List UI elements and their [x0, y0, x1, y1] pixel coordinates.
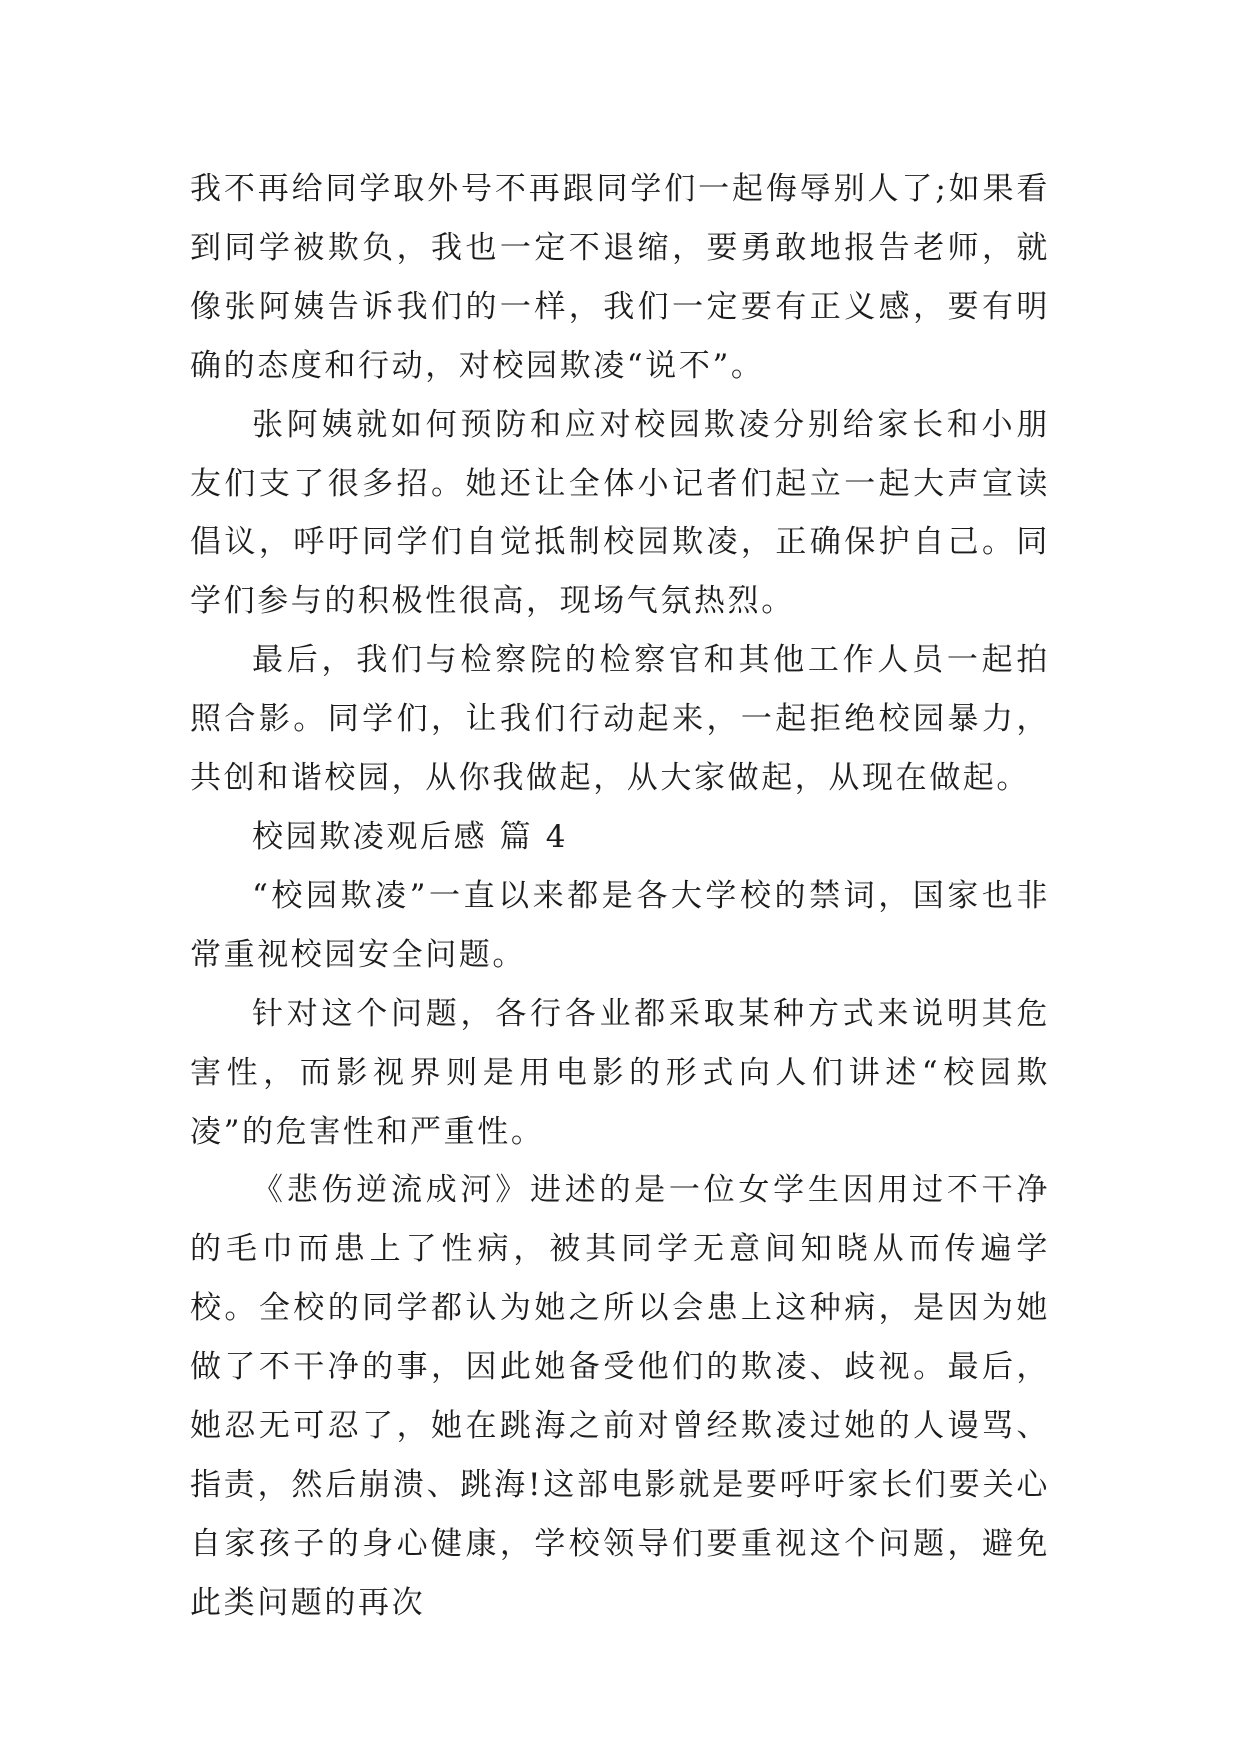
- paragraph-industry: 针对这个问题，各行各业都采取某种方式来说明其危害性，而影视界则是用电影的形式向人们讲述“校园欺凌”的危害性和严重性。: [190, 995, 1050, 1150]
- paragraph-advice: 张阿姨就如何预防和应对校园欺凌分别给家长和小朋友们支了很多招。她还让全体小记者们起立一起大声宣读倡议，呼吁同学们自觉抵制校园欺凌，正确保护自己。同学们参与的积极性很高，现场气氛热烈。: [190, 406, 1050, 620]
- section-heading: 校园欺凌观后感 篇 4: [252, 818, 569, 855]
- paragraph-group-photo: 最后，我们与检察院的检察官和其他工作人员一起拍照合影。同学们，让我们行动起来，一起拒绝校园暴力，共创和谐校园，从你我做起，从大家做起，从现在做起。: [190, 642, 1050, 797]
- document-body: [190, 160, 1050, 1633]
- paragraph-intro: “校园欺凌”一直以来都是各大学校的禁词，国家也非常重视校园安全问题。: [190, 877, 1050, 973]
- paragraph-continuation: 我不再给同学取外号不再跟同学们一起侮辱别人了;如果看到同学被欺负，我也一定不退缩，要勇敢地报告老师，就像张阿姨告诉我们的一样，我们一定要有正义感，要有明确的态度和行动，对校园欺凌“说不”。: [190, 171, 1050, 384]
- paragraph-film: 《悲伤逆流成河》进述的是一位女学生因用过不干净的毛巾而患上了性病，被其同学无意间知晓从而传遍学校。全校的同学都认为她之所以会患上这种病，是因为她做了不干净的事，因此她备受他们的欺凌、歧视。最后，她忍无可忍了，她在跳海之前对曾经欺凌过她的人谩骂、指责，然后崩溃、跳海!这部电影就是要呼吁家长们要关心自家孩子的身心健康，学校领导们要重视这个问题，避免此类问题的再次: [190, 1172, 1050, 1621]
